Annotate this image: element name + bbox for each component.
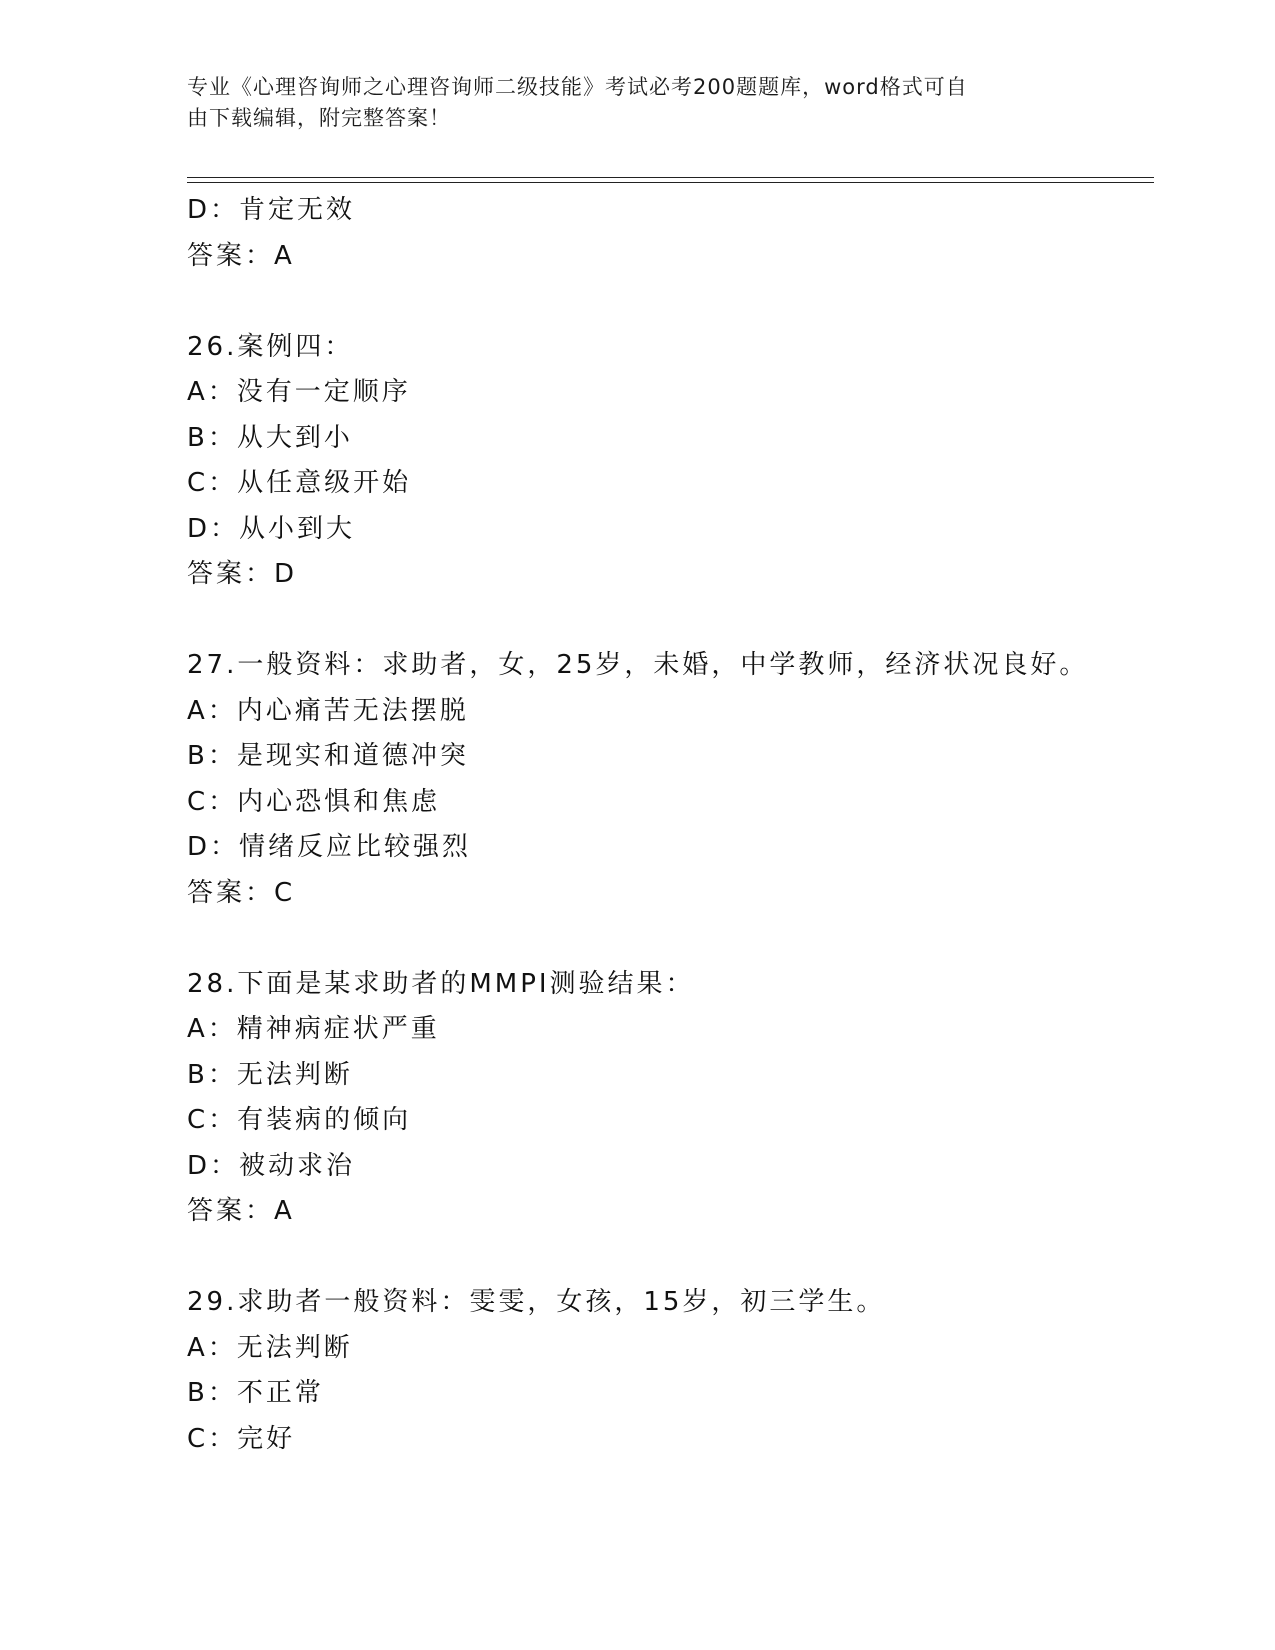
option-c: C：完好 [187,1423,296,1454]
option-b: B：不正常 [187,1378,324,1408]
header-line-2: 由下载编辑，附完整答案！ [187,106,451,130]
option-a: A：没有一定顺序 [187,377,411,407]
option-a: A：内心痛苦无法摆脱 [187,695,469,726]
spacer [187,598,1154,644]
prev-question-answer: 答案：A [187,240,295,271]
header-rule-top [187,177,1154,178]
spacer [187,916,1154,962]
question-28 [187,962,1154,1235]
question-29 [187,1280,1154,1462]
answer: 答案：A [187,1196,295,1226]
header-rule-bottom [187,182,1154,183]
question-stem: 28.下面是某求助者的MMPI测验结果： [187,968,695,999]
option-d: D：情绪反应比较强烈 [187,832,472,862]
question-stem: 26.案例四： [187,331,354,362]
question-stem: 27.一般资料：求助者，女，25岁，未婚，中学教师，经济状况良好。 [187,650,1089,680]
option-c: C：有装病的倾向 [187,1105,412,1135]
option-a: A：无法判断 [187,1332,353,1363]
document-header [187,72,1067,134]
answer: 答案：C [187,877,296,908]
question-26 [187,325,1154,598]
header-line-1: 专业《心理咨询师之心理咨询师二级技能》考试必考200题题库，word格式可自 [187,75,968,99]
spacer [187,279,1154,325]
spacer [187,1235,1154,1281]
option-d: D：被动求治 [187,1150,356,1181]
option-a: A：精神病症状严重 [187,1014,440,1044]
option-c: C：内心恐惧和焦虑 [187,786,441,817]
option-c: C：从任意级开始 [187,468,412,498]
option-d: D：从小到大 [187,513,356,544]
prev-question-option-d: D：肯定无效 [187,195,356,225]
answer: 答案：D [187,559,298,589]
option-b: B：是现实和道德冲突 [187,741,469,771]
option-b: B：从大到小 [187,422,353,453]
question-stem: 29.求助者一般资料：雯雯，女孩，15岁，初三学生。 [187,1287,886,1317]
question-27 [187,643,1154,916]
document-body [187,188,1154,1462]
option-b: B：无法判断 [187,1059,353,1090]
